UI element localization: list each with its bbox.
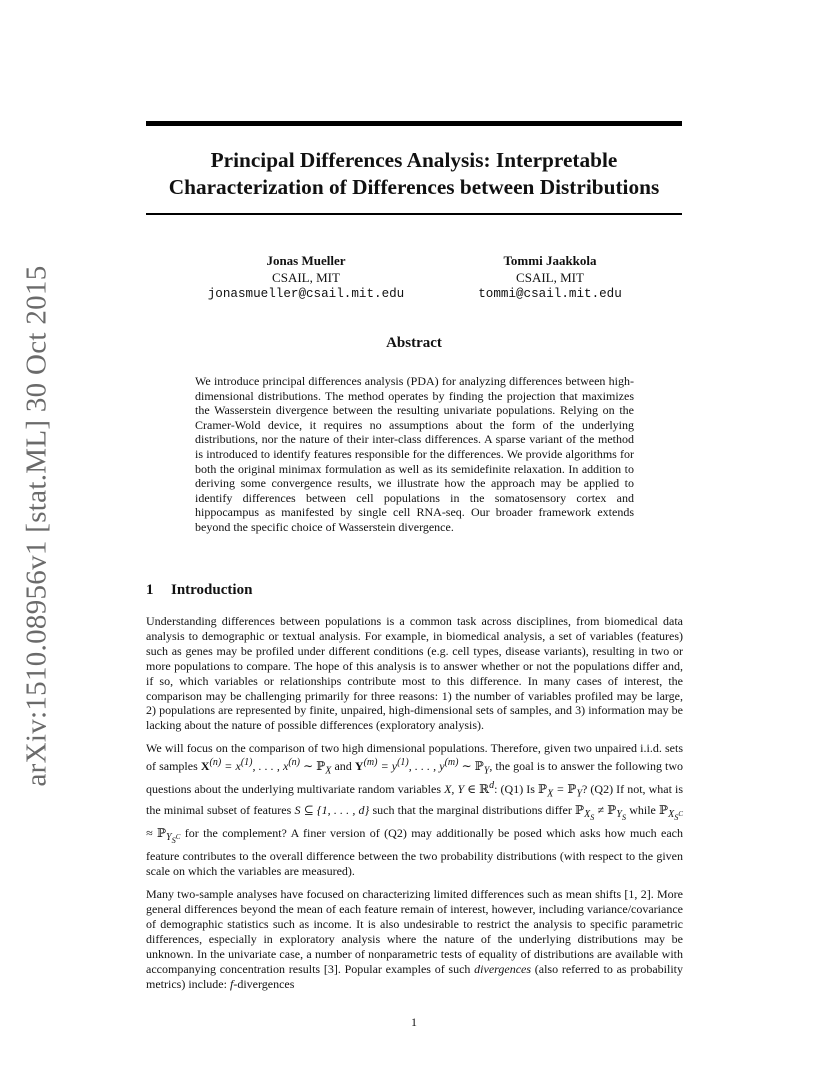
author-block-2 [430,252,670,303]
math-f: f [229,976,234,991]
abstract-heading: Abstract [386,335,442,351]
text-span: for the complement? A finer version of (Q2) may additionally be posed which asks how much each feature contributes to the overall difference between the two probability distributions (with respect to the given scale on which the variables are measured). [146,826,683,879]
paragraph-2 [146,741,683,879]
arxiv-identifier-stamp: arXiv:1510.08956v1 [stat.ML] 30 Oct 2015 [20,265,53,787]
text-span: . More general differences beyond the mean of each feature remain of interest, however, including variance/covariance of demographic statistics such as income. It is also undesirable to restrict the analysis to specific parametric differences, especially in exploratory analysis where the nature of the underlying distributions may be unknown. In the univariate case, a number of nonparametric tests of equality of distributions are available with accompanying concentration results [146,887,684,976]
body-text [146,614,683,1000]
emphasis-divergences: divergences [474,961,532,976]
section-number: 1 [146,582,154,598]
title-bottom-rule [146,213,682,215]
author-name: Jonas Mueller [266,253,346,268]
math-equality: ℙ$_X$ = ℙ$_Y$ [538,782,583,800]
math-random-variables: X, Y ∈ ℝ$^d$ [444,780,495,797]
author-email: tommi@csail.mit.edu [478,287,622,301]
math-sample-y: $Y^{(m)} = y^{(1)}$, . . . , $y^{(m)}$ ∼ ℙ$_Y$ [354,757,490,777]
text-span: : (Q1) Is [494,782,539,797]
text-span: , the goal is to answer the following two questions about the underlying multivariate random variables [146,759,684,797]
author-affiliation: CSAIL, MIT [272,270,340,285]
text-span: . Popular examples of such [337,961,475,976]
text-span: (also referred to as probability metrics) include: [146,961,684,991]
text-span: ? (Q2) If not, what is the minimal subset of features [146,782,684,817]
text-span: Many two-sample analyses have focused on characterizing limited differences such as mean shifts [146,887,625,902]
citation-link[interactable]: [1, 2] [624,887,651,902]
math-subset: S ⊆ {1, . . . , d} [294,802,370,817]
title-line-1: Principal Differences Analysis: Interpretable [210,148,618,172]
math-sample-x: $X^{(n)} = x^{(1)}$, . . . , $x^{(n)}$ ∼ ℙ$_X$ [200,757,332,777]
text-span: We will focus on the comparison of two high dimensional populations. Therefore, given two unpaired i.i.d. sets of samples [146,741,683,774]
math-complement-approx: ℙ$_{X_{S^C}}$ ≈ ℙ$_{Y_{S^C}}$ [146,802,683,846]
text-span: -divergences [233,976,295,991]
author-email: jonasmueller@csail.mit.edu [207,287,405,301]
text-span: and [331,759,355,774]
author-name: Tommi Jaakkola [503,253,597,268]
author-affiliation: CSAIL, MIT [516,270,584,285]
paragraph-1: Understanding differences between populations is a common task across disciplines, from biomedical data analysis to demographic or textual analysis. For example, in biomedical analysis, a set of variables (features) such as genes may be profiled under different conditions (e.g. cell types, disease variants), resulting in two or more populations to compare. The hope of this analysis is to answer whether or not the populations differ and, if so, which variables or relationships contribute most to this difference. In many cases of interest, the comparison may be challenging primarily for three reasons: 1) the number of variables profiled may be large, 2) populations are represented by finite, unpaired, high-dimensional sets of samples, and 3) information may be lacking about the nature of possible differences (exploratory analysis). [146,614,683,733]
math-marginal-differ: ℙ$_{X_S}$ ≠ ℙ$_{Y_S}$ [575,802,627,823]
page-number: 1 [411,1015,417,1029]
citation-link[interactable]: [3] [323,961,338,976]
section-title: Introduction [171,582,253,598]
author-block-1 [186,252,426,303]
title-top-rule [146,121,682,126]
abstract-text: We introduce principal differences analysis (PDA) for analyzing differences between high-dimensional distributions. The method operates by finding the projection that maximizes the Wasserstein divergence between the resulting univariate populations. Relying on the Cramer-Wold device, it requires no assumptions about the form of the underlying distributions, nor the nature of their inter-class differences. A sparse variant of the method is introduced to identify features responsible for the differences. We provide algorithms for both the original minimax formulation as well as its semidefinite relaxation. In addition to deriving some convergence results, we illustrate how the approach may be applied to identify differences between cell populations in the somatosensory cortex and hippocampus as manifested by single cell RNA-seq. Our broader framework extends beyond the specific choice of Wasserstein divergence. [195,374,634,534]
section-heading [146,582,252,599]
paragraph-3 [146,887,683,991]
text-span: such that the marginal distributions differ [369,802,576,817]
title-line-2: Characterization of Differences between Distributions [168,175,660,199]
paper-title [146,147,682,201]
text-span: while [626,802,660,817]
